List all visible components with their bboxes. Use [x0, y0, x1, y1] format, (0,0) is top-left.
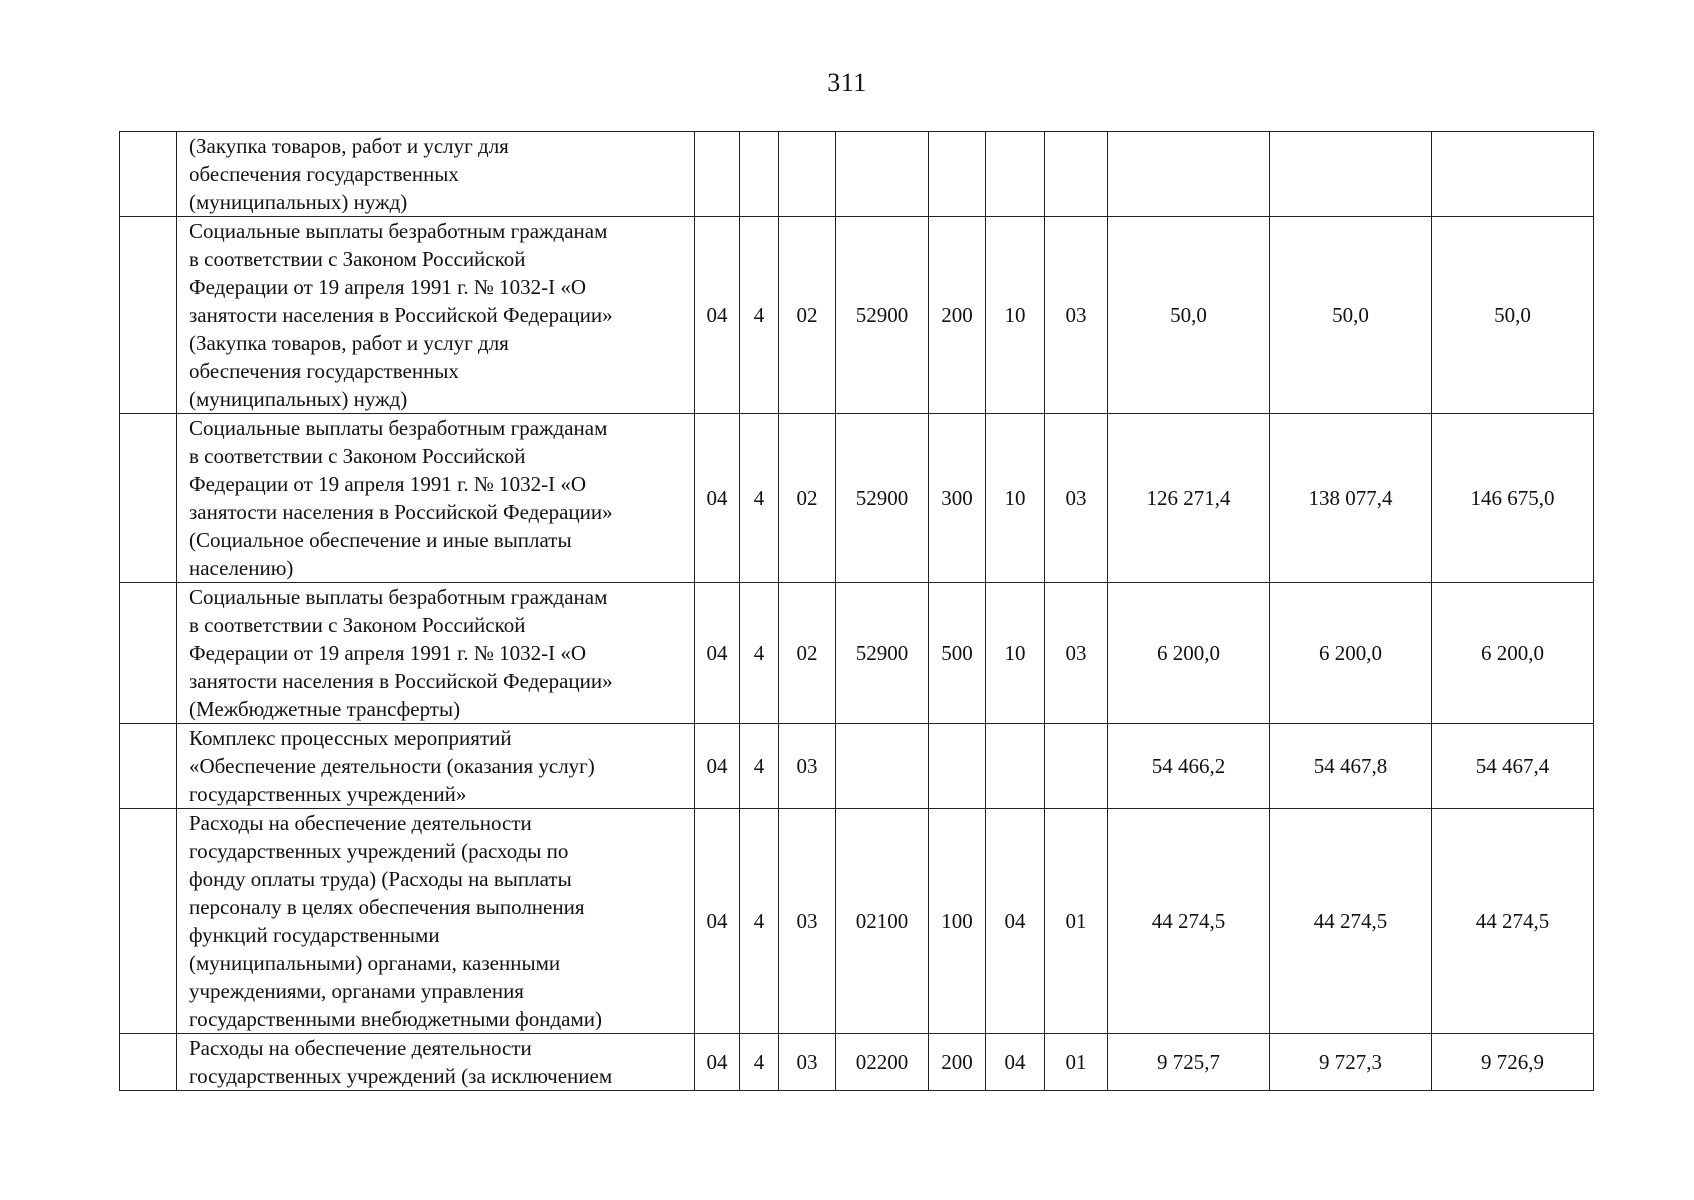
expense-name-cell: Расходы на обеспечение деятельности государственных учреждений (за исключением — [177, 1034, 695, 1091]
code-cell: 04 — [695, 809, 740, 1034]
table-row — [120, 132, 1594, 217]
amount-cell: 54 466,2 — [1108, 724, 1270, 809]
table-row — [120, 583, 1594, 724]
code-cell: 02200 — [836, 1034, 929, 1091]
code-cell: 03 — [779, 809, 836, 1034]
code-cell — [986, 724, 1045, 809]
code-cell: 02100 — [836, 809, 929, 1034]
code-cell: 01 — [1045, 1034, 1108, 1091]
code-cell: 03 — [779, 1034, 836, 1091]
code-cell: 4 — [740, 809, 779, 1034]
code-cell: 04 — [695, 1034, 740, 1091]
amount-cell: 50,0 — [1270, 217, 1432, 414]
row-number-cell — [120, 132, 177, 217]
expense-name-cell: Социальные выплаты безработным гражданам в соответствии с Законом Российской Федерации от 19 апреля 1991 г. № 1032-I «О занятости населения в Российской Федерации» (Закупка товаров, работ и услуг для обеспечения государственных (муниципальных) нужд) — [177, 217, 695, 414]
code-cell: 04 — [695, 724, 740, 809]
code-cell: 04 — [695, 414, 740, 583]
code-cell: 04 — [986, 809, 1045, 1034]
code-cell — [740, 132, 779, 217]
amount-cell — [1432, 132, 1594, 217]
code-cell: 4 — [740, 217, 779, 414]
amount-cell: 50,0 — [1108, 217, 1270, 414]
code-cell — [779, 132, 836, 217]
amount-cell: 54 467,8 — [1270, 724, 1432, 809]
code-cell: 02 — [779, 414, 836, 583]
row-number-cell — [120, 217, 177, 414]
amount-cell: 54 467,4 — [1432, 724, 1594, 809]
code-cell: 300 — [929, 414, 986, 583]
expense-name-cell: Комплекс процессных мероприятий «Обеспечение деятельности (оказания услуг) государственных учреждений» — [177, 724, 695, 809]
code-cell — [929, 724, 986, 809]
amount-cell: 6 200,0 — [1432, 583, 1594, 724]
table-row — [120, 414, 1594, 583]
code-cell: 100 — [929, 809, 986, 1034]
amount-cell: 9 726,9 — [1432, 1034, 1594, 1091]
code-cell: 200 — [929, 217, 986, 414]
code-cell: 02 — [779, 217, 836, 414]
code-cell: 03 — [1045, 583, 1108, 724]
amount-cell: 44 274,5 — [1108, 809, 1270, 1034]
code-cell — [1045, 132, 1108, 217]
code-cell — [986, 132, 1045, 217]
code-cell — [836, 724, 929, 809]
amount-cell: 126 271,4 — [1108, 414, 1270, 583]
code-cell: 200 — [929, 1034, 986, 1091]
code-cell: 10 — [986, 414, 1045, 583]
code-cell — [929, 132, 986, 217]
code-cell: 500 — [929, 583, 986, 724]
amount-cell: 138 077,4 — [1270, 414, 1432, 583]
row-number-cell — [120, 583, 177, 724]
row-number-cell — [120, 414, 177, 583]
amount-cell: 50,0 — [1432, 217, 1594, 414]
code-cell: 4 — [740, 414, 779, 583]
code-cell: 10 — [986, 217, 1045, 414]
amount-cell: 9 727,3 — [1270, 1034, 1432, 1091]
code-cell: 52900 — [836, 217, 929, 414]
code-cell: 04 — [986, 1034, 1045, 1091]
amount-cell: 6 200,0 — [1108, 583, 1270, 724]
table-row — [120, 1034, 1594, 1091]
code-cell: 52900 — [836, 583, 929, 724]
expense-name-cell: (Закупка товаров, работ и услуг для обеспечения государственных (муниципальных) нужд) — [177, 132, 695, 217]
row-number-cell — [120, 1034, 177, 1091]
code-cell: 04 — [695, 217, 740, 414]
row-number-cell — [120, 724, 177, 809]
amount-cell: 44 274,5 — [1270, 809, 1432, 1034]
page-number: 311 — [827, 68, 867, 97]
code-cell: 03 — [1045, 217, 1108, 414]
table-row — [120, 809, 1594, 1034]
code-cell — [836, 132, 929, 217]
amount-cell: 6 200,0 — [1270, 583, 1432, 724]
row-number-cell — [120, 809, 177, 1034]
table-row — [120, 724, 1594, 809]
code-cell: 52900 — [836, 414, 929, 583]
amount-cell: 146 675,0 — [1432, 414, 1594, 583]
amount-cell — [1270, 132, 1432, 217]
expense-name-cell: Расходы на обеспечение деятельности государственных учреждений (расходы по фонду оплаты труда) (Расходы на выплаты персоналу в целях обеспечения выполнения функций государственными (муниципальными) органами, казенными учреждениями, органами управления государственными внебюджетными фондами) — [177, 809, 695, 1034]
amount-cell — [1108, 132, 1270, 217]
code-cell: 4 — [740, 583, 779, 724]
code-cell — [1045, 724, 1108, 809]
code-cell: 4 — [740, 724, 779, 809]
code-cell: 04 — [695, 583, 740, 724]
expense-name-cell: Социальные выплаты безработным гражданам в соответствии с Законом Российской Федерации от 19 апреля 1991 г. № 1032-I «О занятости населения в Российской Федерации» (Межбюджетные трансферты) — [177, 583, 695, 724]
code-cell: 03 — [779, 724, 836, 809]
expense-name-cell: Социальные выплаты безработным гражданам в соответствии с Законом Российской Федерации от 19 апреля 1991 г. № 1032-I «О занятости населения в Российской Федерации» (Социальное обеспечение и иные выплаты населению) — [177, 414, 695, 583]
code-cell: 10 — [986, 583, 1045, 724]
code-cell: 02 — [779, 583, 836, 724]
code-cell: 4 — [740, 1034, 779, 1091]
code-cell: 03 — [1045, 414, 1108, 583]
budget-table — [119, 131, 1594, 1091]
table-row — [120, 217, 1594, 414]
code-cell — [695, 132, 740, 217]
code-cell: 01 — [1045, 809, 1108, 1034]
amount-cell: 9 725,7 — [1108, 1034, 1270, 1091]
amount-cell: 44 274,5 — [1432, 809, 1594, 1034]
